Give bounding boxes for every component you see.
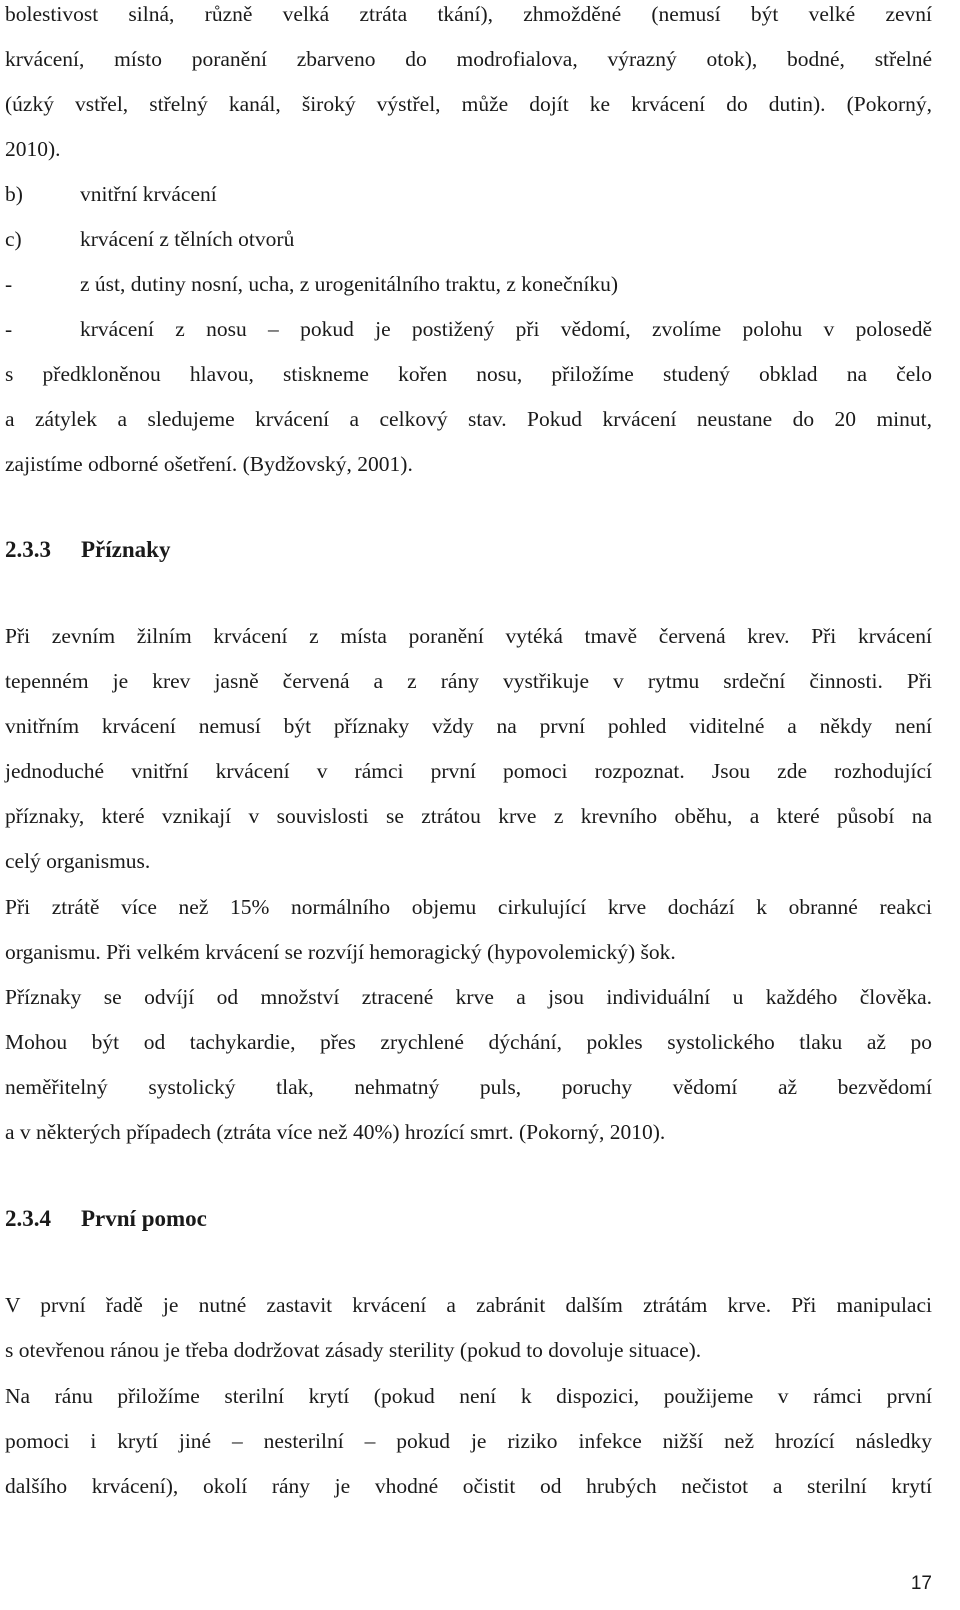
first-aid-line-5: dalšího krvácení), okolí rány je vhodné očistit od hrubých nečistot a sterilní krytí [5,1474,932,1498]
symptoms-line-10: Mohou být od tachykardie, přes zrychlené dýchání, pokles systolického tlaku až po [5,1030,932,1054]
section-title: Příznaky [81,537,171,562]
symptoms-line-9: Příznaky se odvíjí od množství ztracené krve a jsou individuální u každého člověka. [5,985,932,1009]
symptoms-line-6: celý organismus. [5,849,151,873]
list-text: z úst, dutiny nosní, ucha, z urogenitálního traktu, z konečníku) [80,272,618,296]
first-aid-line-2: s otevřenou ránou je třeba dodržovat zásady sterility (pokud to dovoluje situace). [5,1338,702,1362]
list-marker: - [5,272,13,296]
section-number: 2.3.4 [5,1206,51,1231]
list-marker: c) [5,227,22,251]
symptoms-line-3: vnitřním krvácení nemusí být příznaky vždy na první pohled viditelné a někdy není [5,714,932,738]
first-aid-line-3: Na ránu přiložíme sterilní krytí (pokud není k dispozici, použijeme v rámci první [5,1384,932,1408]
nose-line-2: a zátylek a sledujeme krvácení a celkový stav. Pokud krvácení neustane do 20 minut, [5,407,932,431]
symptoms-line-1: Při zevním žilním krvácení z místa poranění vytéká tmavě červená krev. Při krvácení [5,624,932,648]
list-text: vnitřní krvácení [80,182,217,206]
section-heading-233 [5,536,932,564]
section-number: 2.3.3 [5,537,51,562]
list-marker: b) [5,182,23,206]
first-aid-line-1: V první řadě je nutné zastavit krvácení a zabránit dalším ztrátám krve. Při manipulaci [5,1293,932,1317]
symptoms-line-2: tepenném je krev jasně červená a z rány vystřikuje v rytmu srdeční činnosti. Při [5,669,932,693]
nose-line-3: zajistíme odborné ošetření. (Bydžovský, 2001). [5,452,413,476]
list-text: krvácení z nosu – pokud je postižený při vědomí, zvolíme polohu v polosedě [80,317,932,341]
page-number: 17 [910,1573,932,1594]
list-marker: - [5,317,13,341]
first-aid-line-4: pomoci i krytí jiné – nesterilní – pokud je riziko infekce nižší než hrozící následky [5,1429,932,1453]
symptoms-line-7: Při ztrátě více než 15% normálního objemu cirkulující krve dochází k obranné reakci [5,895,932,919]
list-text: krvácení z tělních otvorů [80,227,295,251]
symptoms-line-12: a v některých případech (ztráta více než 40%) hrozící smrt. (Pokorný, 2010). [5,1120,666,1144]
nose-line-1: s předkloněnou hlavou, stiskneme kořen nosu, přiložíme studený obklad na čelo [5,362,932,386]
section-title: První pomoc [81,1206,207,1231]
intro-line-4: 2010). [5,137,61,161]
symptoms-line-8: organismu. Při velkém krvácení se rozvíjí hemoragický (hypovolemický) šok. [5,940,676,964]
symptoms-line-5: příznaky, které vznikají v souvislosti se ztrátou krve z krevního oběhu, a které působí na [5,804,932,828]
intro-line-3: (úzký vstřel, střelný kanál, široký výstřel, může dojít ke krvácení do dutin). (Pokorný, [5,92,932,116]
symptoms-line-11: neměřitelný systolický tlak, nehmatný puls, poruchy vědomí až bezvědomí [5,1075,932,1099]
section-heading-234 [5,1205,932,1233]
symptoms-line-4: jednoduché vnitřní krvácení v rámci první pomoci rozpoznat. Jsou zde rozhodující [5,759,932,783]
intro-line-1: bolestivost silná, různě velká ztráta tkání), zhmožděné (nemusí být velké zevní [5,2,932,26]
intro-line-2: krvácení, místo poranění zbarveno do modrofialova, výrazný otok), bodné, střelné [5,47,932,71]
